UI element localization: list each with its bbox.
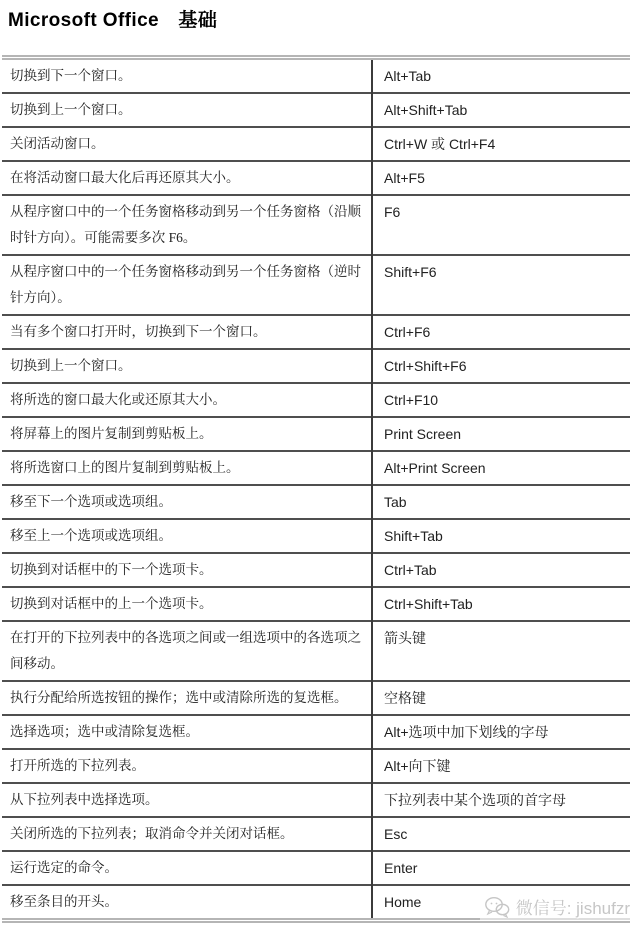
shortcut-description: 移至上一个选项或选项组。 bbox=[2, 519, 372, 553]
shortcut-description: 切换到上一个窗口。 bbox=[2, 349, 372, 383]
shortcut-description: 关闭活动窗口。 bbox=[2, 127, 372, 161]
page-title: Microsoft Office 基础 bbox=[8, 10, 218, 31]
shortcut-keys: Alt+Tab bbox=[384, 68, 432, 84]
shortcut-description: 切换到对话框中的上一个选项卡。 bbox=[2, 587, 372, 621]
shortcut-keys: Alt+向下键 bbox=[384, 758, 451, 774]
shortcut-keys: Esc bbox=[384, 826, 408, 842]
table-row bbox=[2, 621, 630, 681]
table-row bbox=[2, 451, 630, 485]
shortcut-keys: Ctrl+F10 bbox=[384, 392, 439, 408]
table-row bbox=[2, 783, 630, 817]
table-row bbox=[2, 681, 630, 715]
shortcut-keys: 下拉列表中某个选项的首字母 bbox=[384, 792, 566, 808]
watermark bbox=[480, 892, 634, 921]
shortcut-keys: Ctrl+W 或 Ctrl+F4 bbox=[384, 136, 496, 152]
shortcut-keys: 空格键 bbox=[384, 690, 426, 706]
shortcut-description: 执行分配给所选按钮的操作；选中或清除所选的复选框。 bbox=[2, 681, 372, 715]
shortcut-description: 关闭所选的下拉列表；取消命令并关闭对话框。 bbox=[2, 817, 372, 851]
shortcut-keys: Tab bbox=[384, 494, 407, 510]
table-row bbox=[2, 851, 630, 885]
shortcut-description: 打开所选的下拉列表。 bbox=[2, 749, 372, 783]
shortcut-description: 移至下一个选项或选项组。 bbox=[2, 485, 372, 519]
table-row bbox=[2, 161, 630, 195]
shortcut-description: 在将活动窗口最大化后再还原其大小。 bbox=[2, 161, 372, 195]
shortcut-table bbox=[2, 55, 630, 923]
shortcut-description: 运行选定的命令。 bbox=[2, 851, 372, 885]
shortcut-description: 当有多个窗口打开时，切换到下一个窗口。 bbox=[2, 315, 372, 349]
table-row bbox=[2, 417, 630, 451]
shortcut-description: 切换到下一个窗口。 bbox=[2, 58, 372, 94]
table-row bbox=[2, 255, 630, 315]
table-row bbox=[2, 127, 630, 161]
table-row bbox=[2, 383, 630, 417]
table-row bbox=[2, 587, 630, 621]
shortcut-keys: Enter bbox=[384, 860, 418, 876]
table-row bbox=[2, 349, 630, 383]
table-row bbox=[2, 553, 630, 587]
table-row bbox=[2, 519, 630, 553]
table-row bbox=[2, 93, 630, 127]
table-row bbox=[2, 315, 630, 349]
table-row bbox=[2, 58, 630, 94]
shortcut-description: 将屏幕上的图片复制到剪贴板上。 bbox=[2, 417, 372, 451]
shortcut-description: 移至条目的开头。 bbox=[2, 885, 372, 921]
shortcut-keys: Shift+Tab bbox=[384, 528, 443, 544]
shortcut-keys: F6 bbox=[384, 204, 401, 220]
shortcut-description: 选择选项；选中或清除复选框。 bbox=[2, 715, 372, 749]
shortcut-description: 在打开的下拉列表中的各选项之间或一组选项中的各选项之间移动。 bbox=[2, 621, 372, 681]
shortcut-keys: Shift+F6 bbox=[384, 264, 437, 280]
shortcut-description: 将所选窗口上的图片复制到剪贴板上。 bbox=[2, 451, 372, 485]
shortcut-keys: 箭头键 bbox=[384, 630, 426, 646]
shortcut-keys: Ctrl+Shift+Tab bbox=[384, 596, 473, 612]
watermark-label: 微信号: jishufzr bbox=[515, 899, 630, 918]
table-row bbox=[2, 195, 630, 255]
shortcut-description: 切换到对话框中的下一个选项卡。 bbox=[2, 553, 372, 587]
shortcut-keys: Ctrl+Tab bbox=[384, 562, 437, 578]
shortcut-keys: Ctrl+F6 bbox=[384, 324, 431, 340]
shortcut-keys: Home bbox=[384, 894, 422, 910]
shortcut-keys: Alt+Print Screen bbox=[384, 460, 486, 476]
shortcut-description: 从程序窗口中的一个任务窗格移动到另一个任务窗格（逆时针方向）。 bbox=[2, 255, 372, 315]
shortcut-keys: Alt+选项中加下划线的字母 bbox=[384, 724, 549, 740]
table-row bbox=[2, 485, 630, 519]
shortcut-keys: Ctrl+Shift+F6 bbox=[384, 358, 467, 374]
table-row bbox=[2, 749, 630, 783]
shortcut-description: 从下拉列表中选择选项。 bbox=[2, 783, 372, 817]
table-row bbox=[2, 817, 630, 851]
shortcut-keys: Print Screen bbox=[384, 426, 462, 442]
shortcut-keys: Alt+Shift+Tab bbox=[384, 102, 468, 118]
shortcut-description: 将所选的窗口最大化或还原其大小。 bbox=[2, 383, 372, 417]
table-row bbox=[2, 715, 630, 749]
shortcut-description: 切换到上一个窗口。 bbox=[2, 93, 372, 127]
wechat-icon bbox=[484, 896, 510, 918]
shortcut-table-body bbox=[2, 58, 630, 921]
shortcut-description: 从程序窗口中的一个任务窗格移动到另一个任务窗格（沿顺时针方向）。可能需要多次 F6。 bbox=[2, 195, 372, 255]
shortcut-keys: Alt+F5 bbox=[384, 170, 425, 186]
